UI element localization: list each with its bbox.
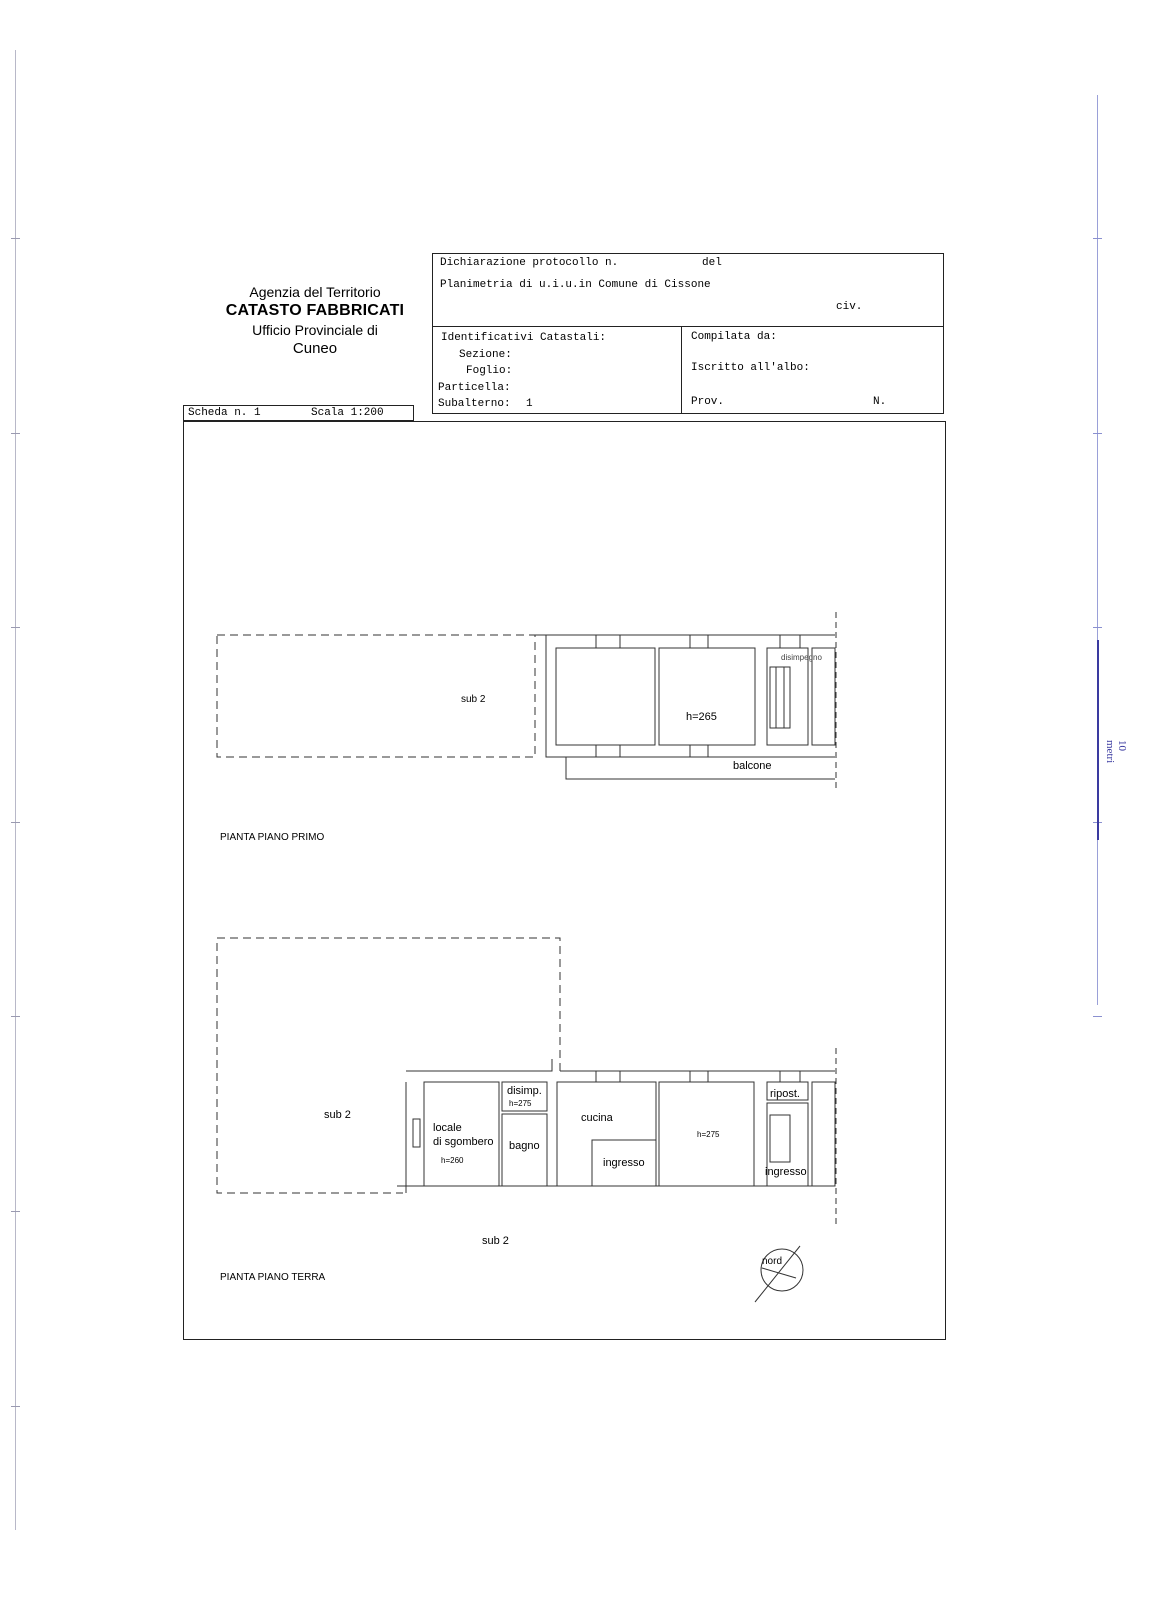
room-height-label: h=265 [686,711,717,723]
ripost-label: ripost. [770,1088,800,1100]
province-name: Cuneo [292,340,338,357]
foglio-label: Foglio: [466,365,513,377]
disimp-label: disimp. [507,1085,542,1097]
cucina-label: cucina [581,1112,613,1124]
ufficio-label: Ufficio Provinciale di [252,322,378,338]
sub2-label: sub 2 [324,1109,351,1121]
ingresso-label: ingresso [603,1157,645,1169]
dichiarazione-label: Dichiarazione protocollo n. [440,257,619,269]
del-label: del [702,257,722,269]
room-outline [659,648,755,745]
civ-label: civ. [836,301,863,313]
planimetria-label: Planimetria di u.i.u.in Comune di Cissone [440,279,711,291]
ingresso-label: ingresso [765,1166,807,1178]
floor-title-terra: PIANTA PIANO TERRA [220,1272,326,1283]
prov-label: Prov. [691,396,725,408]
n-label: N. [873,396,887,408]
room-height-label: h=275 [697,1130,720,1139]
compilata-label: Compilata da: [691,331,777,343]
sub2-label: sub 2 [482,1235,509,1247]
sub2-label: sub 2 [461,694,486,705]
agency-name: Agenzia del Territorio [249,284,381,300]
balcone-label: balcone [733,760,772,772]
scale-bar-label: 10 metri [1104,740,1128,764]
identificativi-label: Identificativi Catastali: [441,332,607,344]
catasto-title: CATASTO FABBRICATI [225,302,405,319]
room-height-label: h=260 [441,1156,464,1165]
subalterno-label: Subalterno: [438,398,511,410]
sub2-dashed-area [217,635,535,757]
floor-title-primo: PIANTA PIANO PRIMO [220,832,325,843]
sezione-label: Sezione: [459,349,512,361]
sgombero-label: di sgombero [433,1136,494,1148]
scheda-label: Scheda n. 1 [188,407,261,419]
particella-label: Particella: [438,382,511,394]
scala-label: Scala 1:200 [311,407,384,419]
subalterno-value: 1 [526,398,533,410]
north-label: nord [762,1256,783,1267]
room-outline [556,648,655,745]
locale-label: locale [433,1122,462,1134]
room-height-label: h=275 [509,1099,532,1108]
room-outline [767,648,808,745]
bagno-label: bagno [509,1140,540,1152]
sub2-dashed-area [217,938,560,1193]
iscritto-label: Iscritto all'albo: [691,362,810,374]
room-outline [424,1082,499,1186]
room-outline [557,1082,656,1186]
disimpegno-label: disimpegno [781,653,822,662]
